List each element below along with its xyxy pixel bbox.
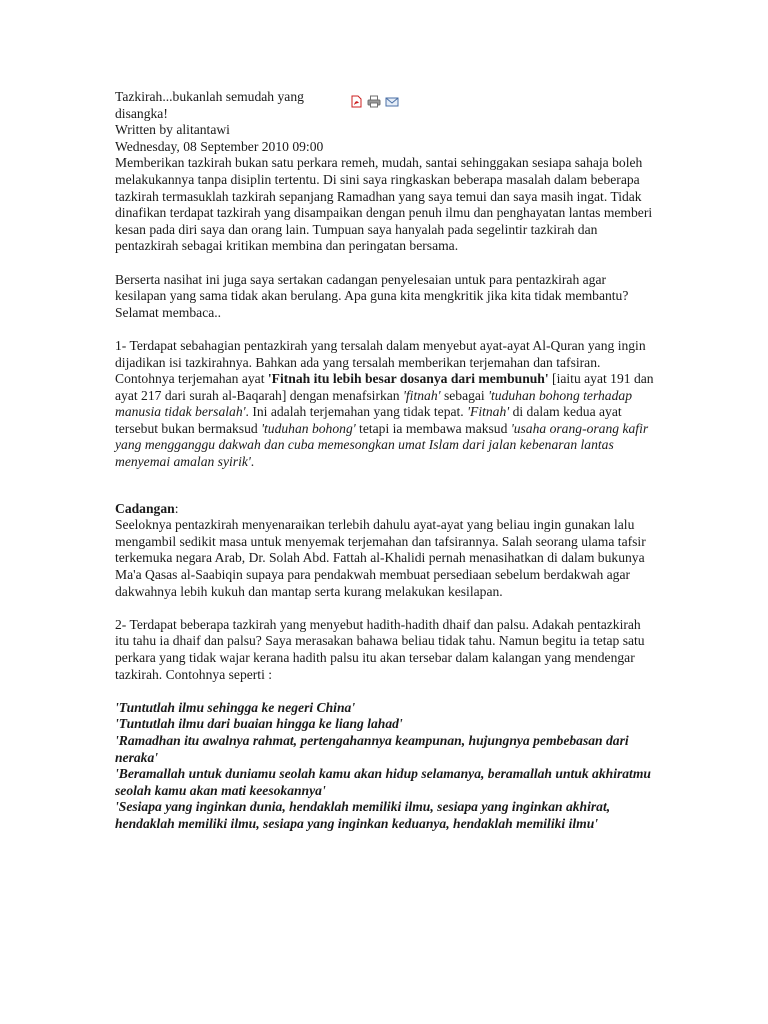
hadith-item: 'Tuntutlah ilmu sehingga ke negeri China' — [115, 699, 356, 715]
spacer — [115, 683, 655, 700]
spacer — [115, 255, 655, 272]
point-1-paragraph — [115, 338, 655, 471]
cadangan-label: Cadangan — [115, 500, 175, 516]
point-1-text: tetapi ia membawa maksud — [355, 420, 511, 436]
date-line: Wednesday, 08 September 2010 09:00 — [115, 138, 324, 154]
hadith-item: 'Sesiapa yang inginkan dunia, hendaklah memiliki ilmu, sesiapa yang inginkan akhirat, hendaklah memiliki ilmu, sesiapa yang inginkan keduanya, hendaklah memiliki ilmu' — [115, 799, 611, 831]
point-1-quote: 'Fitnah itu lebih besar dosanya dari membunuh' — [267, 371, 549, 387]
point-1-term: 'tuduhan bohong' — [261, 420, 356, 436]
spacer — [115, 471, 655, 501]
article-actions — [349, 95, 399, 108]
point-1-term: 'Fitnah' — [467, 404, 510, 420]
point-1-text: 1- Terdapat sebahagian pentazkirah yang tersalah dalam menyebut ayat-ayat Al-Quran yang ingin dijadikan isi tazkirahnya. Bahkan ada yang tersalah memberikan terjemahan dan tafsiran. Contohnya terjemahan ayat — [115, 337, 646, 387]
cadangan-colon: : — [174, 500, 179, 516]
author-line: Written by alitantawi — [115, 122, 230, 138]
point-1-text: di dalam kedua ayat tersebut bukan bermaksud — [115, 404, 622, 436]
point-1-text: . Ini adalah terjemahan yang tidak tepat. — [245, 404, 468, 420]
hadith-list — [115, 700, 655, 833]
spacer — [115, 600, 655, 617]
article — [115, 89, 655, 833]
cadangan-paragraph: Seeloknya pentazkirah menyenaraikan terlebih dahulu ayat-ayat yang beliau ingin gunakan lalu mengambil sedikit masa untuk menyemak terjemahan dan tafsirannya. Salah seorang ulama tafsir terkemuka negara Arab, Dr. Solah Abd. Fattah al-Khalidi pernah menasihatkan di dalam bukunya Ma'a Qasas al-Saabiqin supaya para pendakwah membuat persediaan sebelum berdakwah agar dakwahnya lebih kukuh dan mantap serta kurang melakukan kesilapan. — [115, 517, 646, 599]
intro-closing: Selamat membaca.. — [115, 304, 222, 320]
spacer — [115, 321, 655, 338]
email-icon[interactable] — [385, 95, 399, 108]
print-icon[interactable] — [367, 95, 381, 108]
point-2-paragraph: 2- Terdapat beberapa tazkirah yang menyebut hadith-hadith dhaif dan palsu. Adakah pentazkirah itu tahu ia dhaif dan palsu? Saya merasakan bahawa beliau tidak tahu. Namun begitu ia tetap satu perkara yang tidak wajar kerana hadith palsu itu akan tersebar dalam kalangan yang mendengar tazkirah. Contohnya seperti : — [115, 616, 645, 682]
point-1-text: sebagai — [440, 387, 489, 403]
intro-paragraph-2: Berserta nasihat ini juga saya sertakan cadangan penyelesaian untuk para pentazkirah agar kesilapan yang sama tidak akan berulang. Apa guna kita mengkritik jika kita tidak membantu? — [115, 271, 629, 304]
point-1-text: . — [250, 454, 255, 470]
point-1-text: [iaitu ayat 191 dan ayat 217 dari surah al-Baqarah] dengan menafsirkan — [115, 371, 654, 403]
point-1-term: 'usaha orang-orang kafir yang mengganggu dakwah dan cuba memesongkan umat Islam dari jalan kebenaran lantas menyemai amalan syirik' — [115, 420, 649, 470]
hadith-item: 'Tuntutlah ilmu dari buaian hingga ke liang lahad' — [115, 716, 403, 732]
cadangan-heading — [115, 501, 655, 518]
article-title: Tazkirah...bukanlah semudah yang disangka! — [115, 89, 304, 121]
pdf-icon[interactable] — [349, 95, 363, 108]
point-1-term: 'fitnah' — [403, 387, 441, 403]
hadith-item: 'Beramallah untuk duniamu seolah kamu akan hidup selamanya, beramallah untuk akhiratmu seolah kamu akan mati keesokannya' — [115, 766, 651, 798]
intro-paragraph-1: Memberikan tazkirah bukan satu perkara remeh, mudah, santai sehinggakan sesiapa sahaja boleh melakukannya tanpa disiplin tertentu. Di sini saya ringkaskan beberapa masalah dalam beberapa tazkirah termasuklah tazkirah sepanjang Ramadhan yang saya temui dan saya masih ingat. Tidak dinafikan terdapat tazkirah yang disampaikan dengan penuh ilmu dan penghayatan lantas memberi kesan pada diri saya dan orang lain. Tumpuan saya hanyalah pada segelintir tazkirah dan pentazkirah sebagai kritikan membina dan peringatan bersama. — [115, 155, 653, 254]
point-1-term: 'tuduhan bohong terhadap manusia tidak bersalah' — [115, 387, 632, 420]
hadith-item: 'Ramadhan itu awalnya rahmat, pertengahannya keampunan, hujungnya pembebasan dari neraka' — [115, 732, 629, 765]
title-row — [115, 89, 655, 122]
